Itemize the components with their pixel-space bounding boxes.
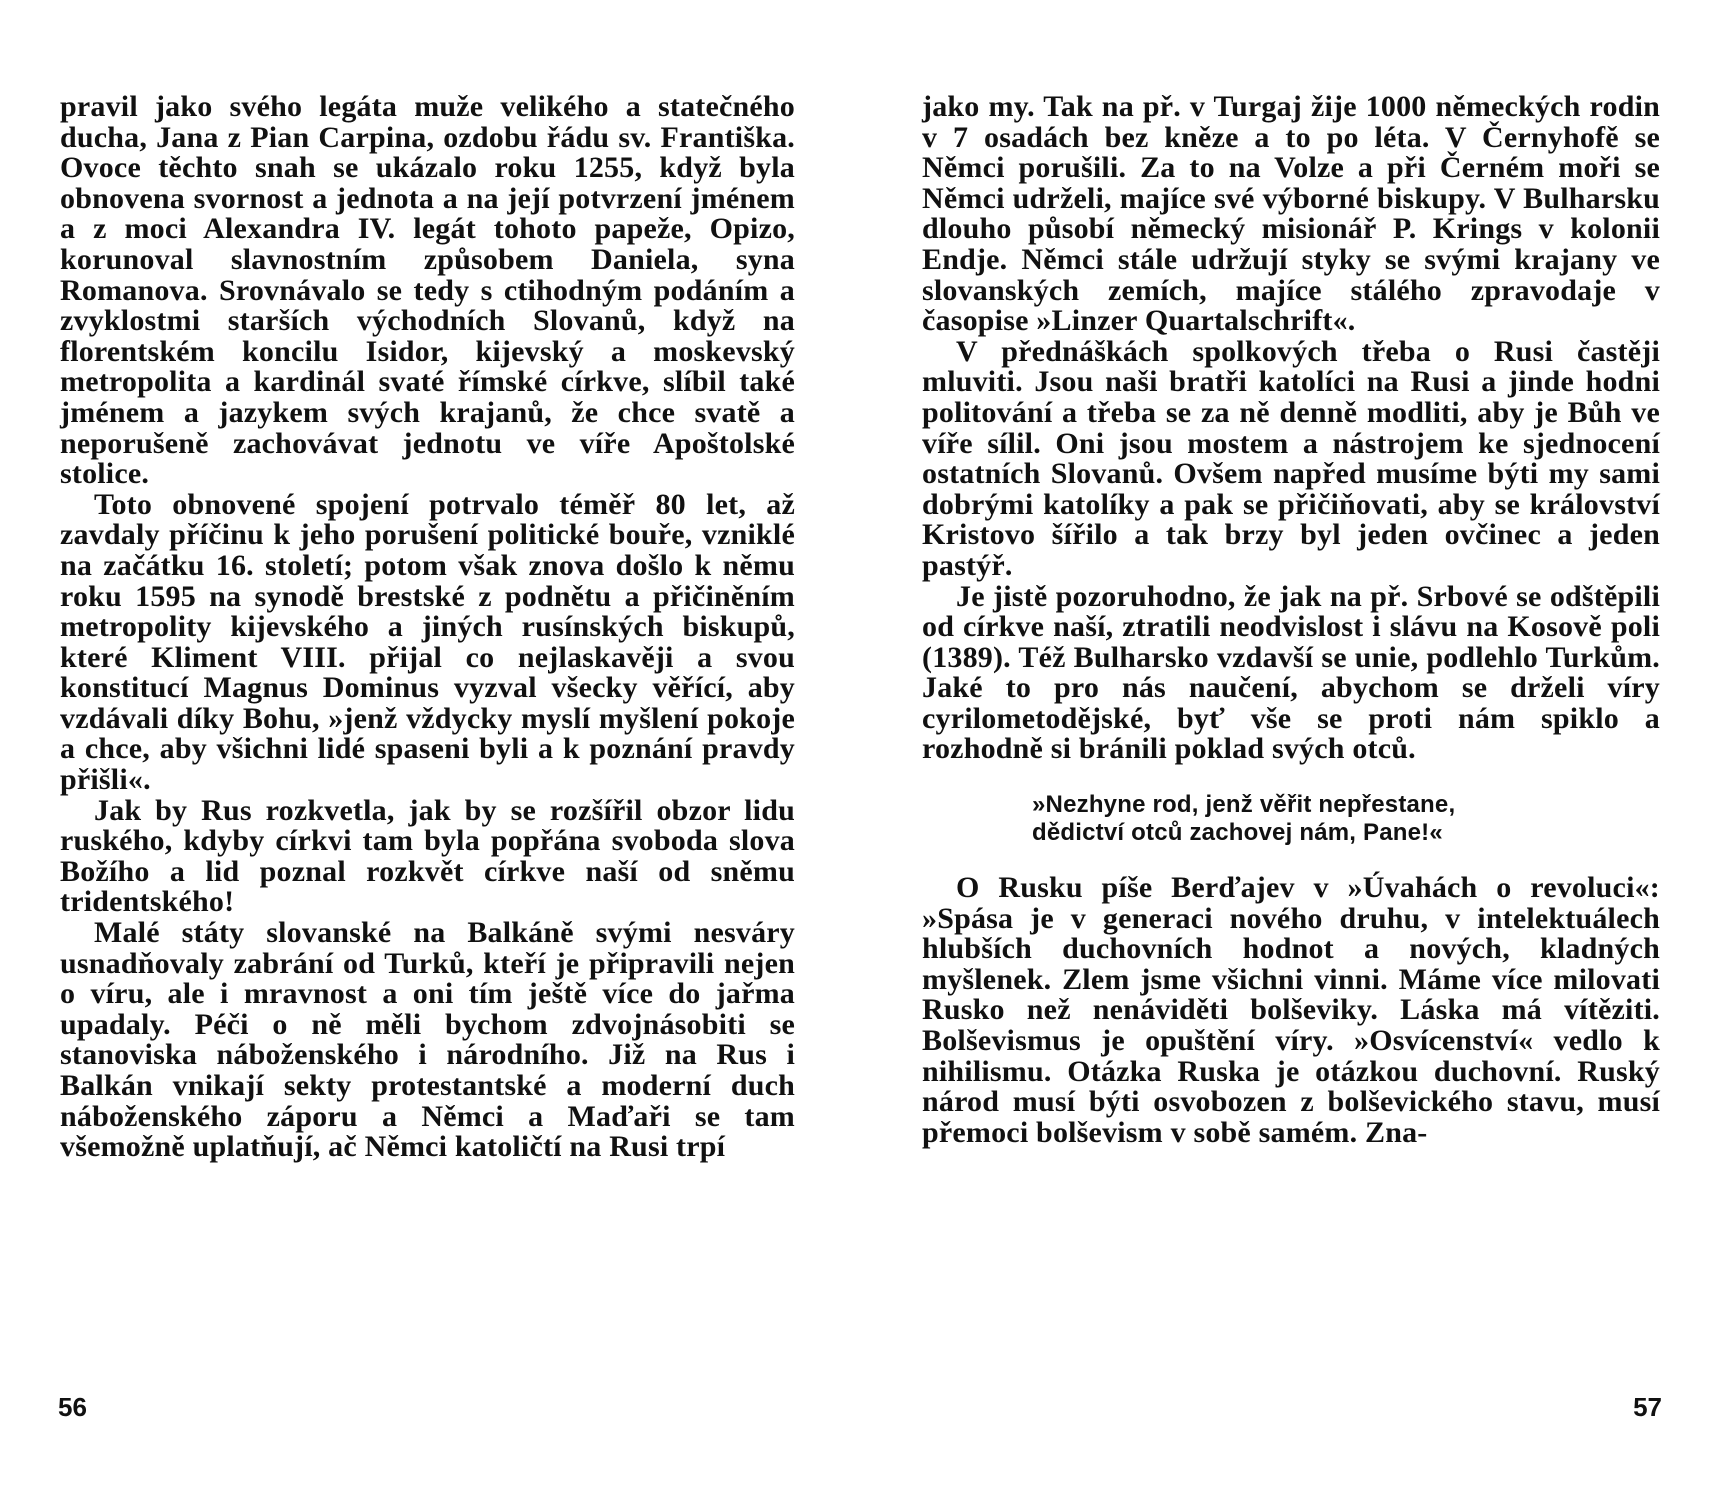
quote-line-1: »Nezhyne rod, jenž věřit nepřestane, bbox=[1032, 791, 1456, 819]
right-page-number: 57 bbox=[1633, 1392, 1662, 1422]
right-paragraph-2: V přednáškách spolkových třeba o Rusi častěji mluviti. Jsou naši bratři katolíci na Rusi a jinde hodni politování a třeba se za ně denně modliti, aby je Bůh ve víře sílil. Oni jsou mostem a nástrojem ke sjednocení ostatních Slovanů. Ovšem napřed musíme býti my sami dobrými katolíky a pak se přičiňovati, aby se království Kristovo šířilo a tak brzy byl jeden ovčinec a jeden pastýř. bbox=[922, 334, 1660, 582]
left-page-text bbox=[60, 92, 795, 1163]
quote-line-2: dědictví otců zachovej nám, Pane!« bbox=[1032, 819, 1443, 847]
left-paragraph-4: Malé státy slovanské na Balkáně svými nesváry usnadňovaly zabrání od Turků, kteří je připravili nejen o víru, ale i mravnost a oni tím ještě více do jařma upadaly. Péči o ně měli bychom zdvojnásobiti se stanoviska náboženského i národního. Již na Rus i Balkán vnikají sekty protestantské a moderní duch náboženského záporu a Němci a Maďaři se tam všemožně uplatňují, ač Němci katoličtí na Rusi trpí bbox=[60, 916, 795, 1164]
right-page-text bbox=[922, 92, 1660, 1148]
left-paragraph-1: pravil jako svého legáta muže velikého a statečného ducha, Jana z Pian Carpina, ozdobu řádu sv. Františka. Ovoce těchto snah se ukázalo roku 1255, když byla obnovena svornost a jednota a na její potvrzení jménem a z moci Alexandra IV. legát tohoto papeže, Opizo, korunoval slavnostním způsobem Daniela, syna Romanova. Srovnávalo se tedy s ctihodným podáním a zvyklostmi starších východních Slovanů, když na florentském koncilu Isidor, kijevský a moskevský metropolita a kardinál svaté římské církve, slíbil také jménem a jazykem svých krajanů, že chce svatě a neporušeně zachovávat jednotu ve víře Apoštolské stolice. bbox=[60, 90, 795, 491]
right-paragraph-3: Je jistě pozoruhodno, že jak na př. Srbové se odštěpili od církve naší, ztratili neodvislost i slávu na Kosově poli (1389). Též Bulharsko vzdavší se unie, podlehlo Turkům. Jaké to pro nás naučení, abychom se drželi víry cyrilometodějské, byť vše se proti nám spiklo a rozhodně si bránili poklad svých otců. bbox=[922, 579, 1660, 766]
right-paragraph-4: O Rusku píše Berďajev v »Úvahách o revoluci«: »Spása je v generaci nového druhu, v intelektuálech hlubších duchovních hodnot a nových, kladných myšlenek. Zlem jsme všichni vinni. Máme více milovati Rusko než nenáviděti bolševiky. Láska má vítěziti. Bolševismus je opuštění víry. »Osvícenství« vedlo k nihilismu. Otázka Ruska je otázkou duchovní. Ruský národ musí býti osvobozen z bolševického stavu, musí přemoci bolševism v sobě samém. Zna- bbox=[922, 871, 1660, 1149]
right-page bbox=[858, 0, 1716, 1500]
left-page-number: 56 bbox=[58, 1392, 87, 1422]
left-paragraph-3: Jak by Rus rozkvetla, jak by se rozšířil obzor lidu ruského, kdyby církvi tam byla popřána svoboda slova Božího a lid poznal rozkvět církve naší od sněmu tridentského! bbox=[60, 793, 795, 919]
left-paragraph-2: Toto obnovené spojení potrvalo téměř 80 let, až zavdaly příčinu k jeho porušení politické bouře, vzniklé na začátku 16. století; potom však znova došlo k němu roku 1595 na synodě brestské z podnětu a přičiněním metropolity kijevského a jiných rusínských biskupů, které Kliment VIII. přijal co nejlaskavěji a svou konstitucí Magnus Dominus vyzval všecky věřící, aby vzdávali díky Bohu, »jenž vždycky myslí myšlení pokoje a chce, aby všichni lidé spaseni byli a k poznání pravdy přišli«. bbox=[60, 487, 795, 797]
right-paragraph-1: jako my. Tak na př. v Turgaj žije 1000 německých rodin v 7 osadách bez kněze a to po léta. V Černyhofě se Němci porušili. Za to na Volze a při Černém moři se Němci udrželi, majíce své výborné biskupy. V Bulharsku dlouho působí německý misionář P. Krings v kolonii Endje. Němci stále udržují styky se svými krajany ve slovanských zemích, majíce stálého zpravodaje v časopise »Linzer Quartalschrift«. bbox=[922, 90, 1660, 338]
verse-quote bbox=[922, 791, 1660, 847]
